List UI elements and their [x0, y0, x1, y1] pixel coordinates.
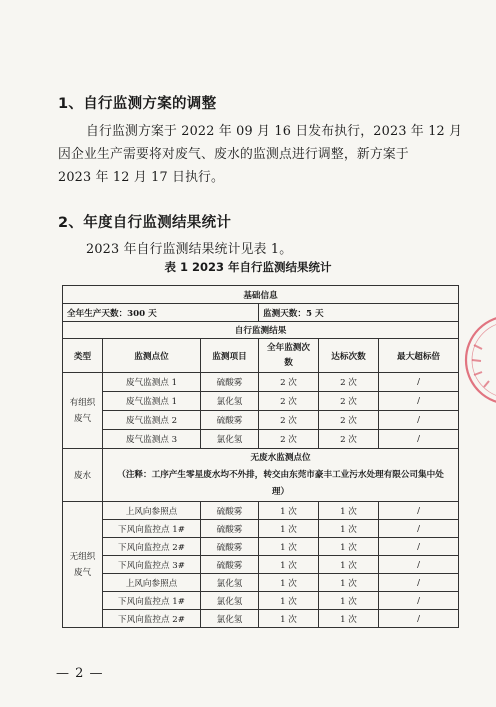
cell-pass: 1 次 [319, 538, 379, 556]
header-row [63, 339, 459, 373]
header-point: 监测点位 [103, 339, 201, 373]
table-row [63, 502, 459, 520]
cell-exceed: / [379, 373, 459, 392]
header-pass-count: 达标次数 [319, 339, 379, 373]
cell-pass: 2 次 [319, 373, 379, 392]
cell-item: 氯化氢 [201, 610, 259, 628]
cell-annual: 1 次 [259, 520, 319, 538]
results-table [62, 285, 459, 628]
cell-annual: 1 次 [259, 574, 319, 592]
table-caption: 表 1 2023 年自行监测结果统计 [164, 260, 332, 274]
wastewater-note-cell [103, 449, 459, 502]
cell-exceed: / [379, 538, 459, 556]
table-row [63, 574, 459, 592]
cell-point: 废气监测点 1 [103, 373, 201, 392]
section-1-heading: 1、自行监测方案的调整 [58, 96, 217, 112]
cell-annual: 1 次 [259, 538, 319, 556]
table-row [63, 592, 459, 610]
cell-annual: 1 次 [259, 556, 319, 574]
cell-pass: 1 次 [319, 520, 379, 538]
cell-pass: 2 次 [319, 411, 379, 430]
cell-annual: 1 次 [259, 592, 319, 610]
cell-annual: 2 次 [259, 392, 319, 411]
cell-annual: 1 次 [259, 502, 319, 520]
cell-item: 氯化氢 [201, 574, 259, 592]
cell-exceed: / [379, 610, 459, 628]
header-max-exceed: 最大超标倍 [379, 339, 459, 373]
cell-annual: 2 次 [259, 411, 319, 430]
section-1-para-line-2: 因企业生产需要将对废气、废水的监测点进行调整，新方案于 [58, 147, 409, 162]
cell-pass: 2 次 [319, 392, 379, 411]
type-wastewater: 废水 [63, 449, 103, 502]
cell-item: 氯化氢 [201, 430, 259, 449]
cell-item: 硫酸雾 [201, 411, 259, 430]
cell-pass: 1 次 [319, 592, 379, 610]
table-row [63, 392, 459, 411]
table-row [63, 430, 459, 449]
cell-item: 硫酸雾 [201, 556, 259, 574]
cell-pass: 1 次 [319, 556, 379, 574]
cell-exceed: / [379, 502, 459, 520]
seal-stamp-fragment [462, 305, 496, 415]
cell-exceed: / [379, 392, 459, 411]
cell-annual: 2 次 [259, 430, 319, 449]
header-type: 类型 [63, 339, 103, 373]
section-1-para-line-1: 自行监测方案于 2022 年 09 月 16 日发布执行，2023 年 12 月 [86, 124, 463, 139]
cell-pass: 1 次 [319, 502, 379, 520]
section-2-intro: 2023 年自行监测结果统计见表 1。 [86, 242, 293, 257]
header-item: 监测项目 [201, 339, 259, 373]
cell-exceed: / [379, 592, 459, 610]
table-row [63, 538, 459, 556]
monitoring-days: 监测天数：5 天 [259, 304, 459, 322]
cell-item: 硫酸雾 [201, 538, 259, 556]
cell-exceed: / [379, 556, 459, 574]
table-row [63, 411, 459, 430]
cell-exceed: / [379, 411, 459, 430]
cell-point: 上风向参照点 [103, 502, 201, 520]
section-2-heading: 2、年度自行监测结果统计 [58, 215, 232, 231]
wastewater-none: 无废水监测点位 [250, 452, 311, 463]
cell-point: 下风向监控点 3# [103, 556, 201, 574]
cell-pass: 1 次 [319, 610, 379, 628]
cell-pass: 2 次 [319, 430, 379, 449]
cell-point: 下风向监控点 2# [103, 610, 201, 628]
basic-info-title: 基础信息 [63, 286, 459, 304]
cell-point: 下风向监控点 1# [103, 520, 201, 538]
cell-point: 废气监测点 2 [103, 411, 201, 430]
cell-pass: 1 次 [319, 574, 379, 592]
results-title-row [63, 322, 459, 339]
cell-point: 下风向监控点 2# [103, 538, 201, 556]
cell-item: 硫酸雾 [201, 373, 259, 392]
days-row [63, 304, 459, 322]
table-row [63, 556, 459, 574]
wastewater-remark: （注释：工序产生零星废水均不外排，转交由东莞市豪丰工业污水处理有限公司集中处理） [117, 469, 444, 497]
cell-point: 废气监测点 3 [103, 430, 201, 449]
cell-exceed: / [379, 430, 459, 449]
cell-item: 硫酸雾 [201, 520, 259, 538]
table-row [63, 373, 459, 392]
cell-exceed: / [379, 520, 459, 538]
type-organized: 有组织废气 [63, 373, 103, 449]
production-days: 全年生产天数：300 天 [63, 304, 259, 322]
wastewater-row [63, 449, 459, 502]
section-1-para-line-3: 2023 年 12 月 17 日执行。 [58, 170, 225, 185]
cell-item: 氯化氢 [201, 592, 259, 610]
results-title: 自行监测结果 [63, 322, 459, 339]
cell-annual: 2 次 [259, 373, 319, 392]
cell-item: 氯化氢 [201, 392, 259, 411]
cell-point: 下风向监控点 1# [103, 592, 201, 610]
cell-item: 硫酸雾 [201, 502, 259, 520]
cell-annual: 1 次 [259, 610, 319, 628]
cell-point: 废气监测点 1 [103, 392, 201, 411]
header-annual-count: 全年监测次数 [259, 339, 319, 373]
basic-info-row [63, 286, 459, 304]
page-number: — 2 — [56, 666, 104, 681]
table-row [63, 610, 459, 628]
type-unorganized: 无组织废气 [63, 502, 103, 628]
cell-point: 上风向参照点 [103, 574, 201, 592]
table-row [63, 520, 459, 538]
cell-exceed: / [379, 574, 459, 592]
